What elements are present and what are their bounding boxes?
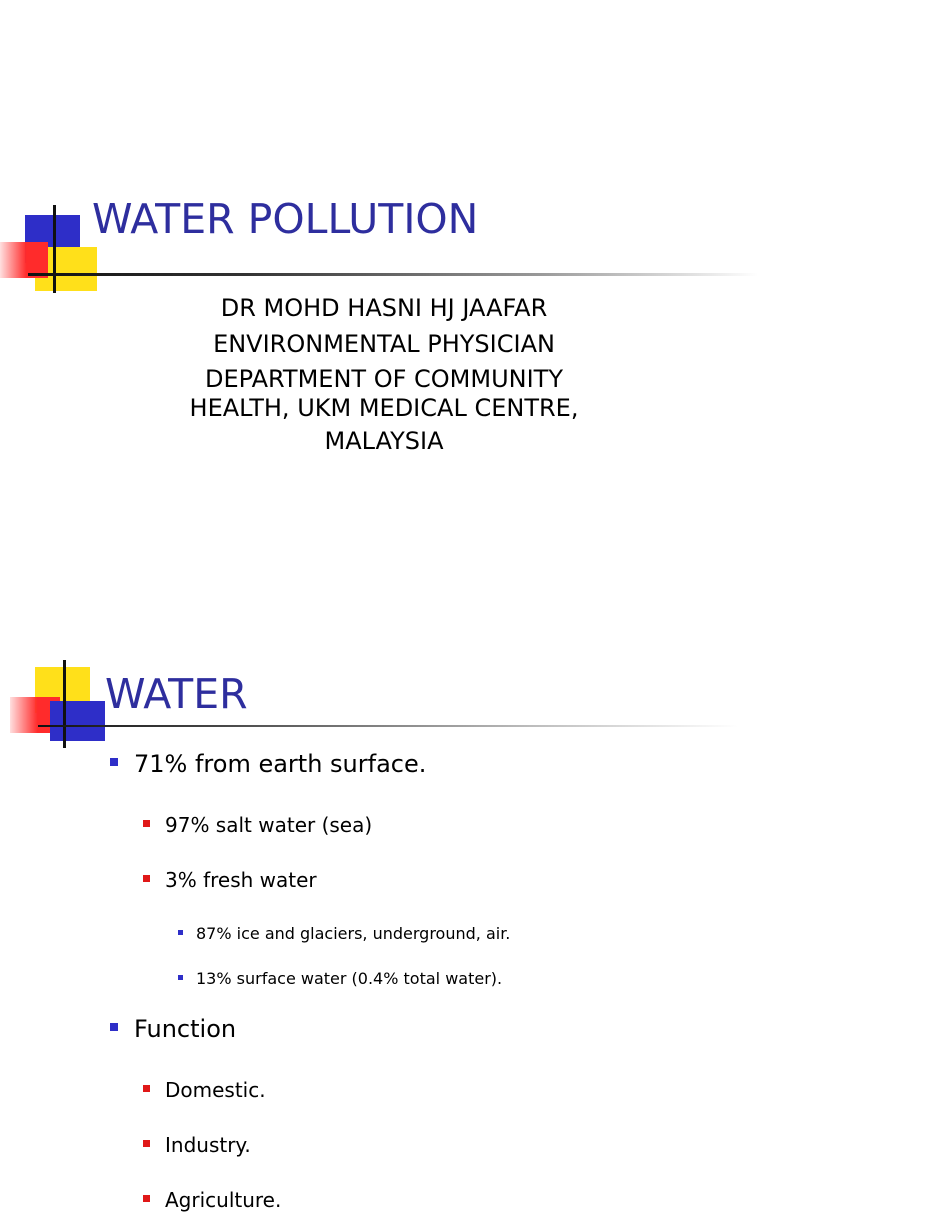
bullet-item-level1	[110, 1015, 878, 1043]
bullet-item-level1	[110, 750, 878, 778]
bullet-item-level2	[143, 1133, 911, 1157]
bullet-text: Domestic.	[165, 1078, 266, 1102]
slide-title	[0, 0, 768, 600]
logo-vertical-line	[63, 660, 66, 748]
bullet-square-icon	[143, 1140, 150, 1147]
bullet-text: Function	[134, 1015, 237, 1043]
bullet-item-level3	[178, 924, 946, 943]
slide-water	[0, 630, 768, 1212]
bullet-square-icon	[178, 930, 183, 935]
bullet-square-icon	[178, 975, 183, 980]
slide-subtitle	[100, 293, 668, 456]
affiliation-line2: HEALTH, UKM MEDICAL CENTRE,	[189, 394, 579, 423]
bullet-item-level2	[143, 868, 911, 892]
bullet-square-icon	[110, 1023, 118, 1031]
logo-blue-square	[50, 701, 105, 741]
author-name: DR MOHD HASNI HJ JAAFAR	[220, 294, 548, 322]
bullet-text: Agriculture.	[165, 1188, 282, 1212]
bullet-item-level3	[178, 969, 946, 988]
bullet-text: 97% salt water (sea)	[165, 813, 373, 837]
bullet-text: 87% ice and glaciers, underground, air.	[196, 924, 511, 943]
bullet-square-icon	[110, 758, 118, 766]
bullet-text: Industry.	[165, 1133, 251, 1157]
bullet-square-icon	[143, 875, 150, 882]
affiliation-line1: DEPARTMENT OF COMMUNITY	[204, 365, 563, 394]
bullet-item-level2	[143, 1078, 911, 1102]
bullet-text: 13% surface water (0.4% total water).	[196, 969, 503, 988]
title-underline	[28, 273, 758, 276]
bullet-text: 71% from earth surface.	[134, 750, 427, 778]
bullet-square-icon	[143, 1085, 150, 1092]
bullet-square-icon	[143, 1195, 150, 1202]
affiliation-line3: MALAYSIA	[324, 426, 444, 455]
logo-vertical-line	[53, 205, 56, 293]
author-role: ENVIRONMENTAL PHYSICIAN	[213, 330, 555, 359]
bullet-square-icon	[143, 820, 150, 827]
bullet-item-level2	[143, 813, 911, 837]
title-underline	[38, 725, 738, 727]
slide-title-text: WATER	[105, 670, 248, 718]
bullet-text: 3% fresh water	[165, 868, 317, 892]
slide-title-text: WATER POLLUTION	[92, 195, 479, 243]
bullet-item-level2	[143, 1188, 911, 1212]
slide-logo-squares	[0, 655, 120, 755]
